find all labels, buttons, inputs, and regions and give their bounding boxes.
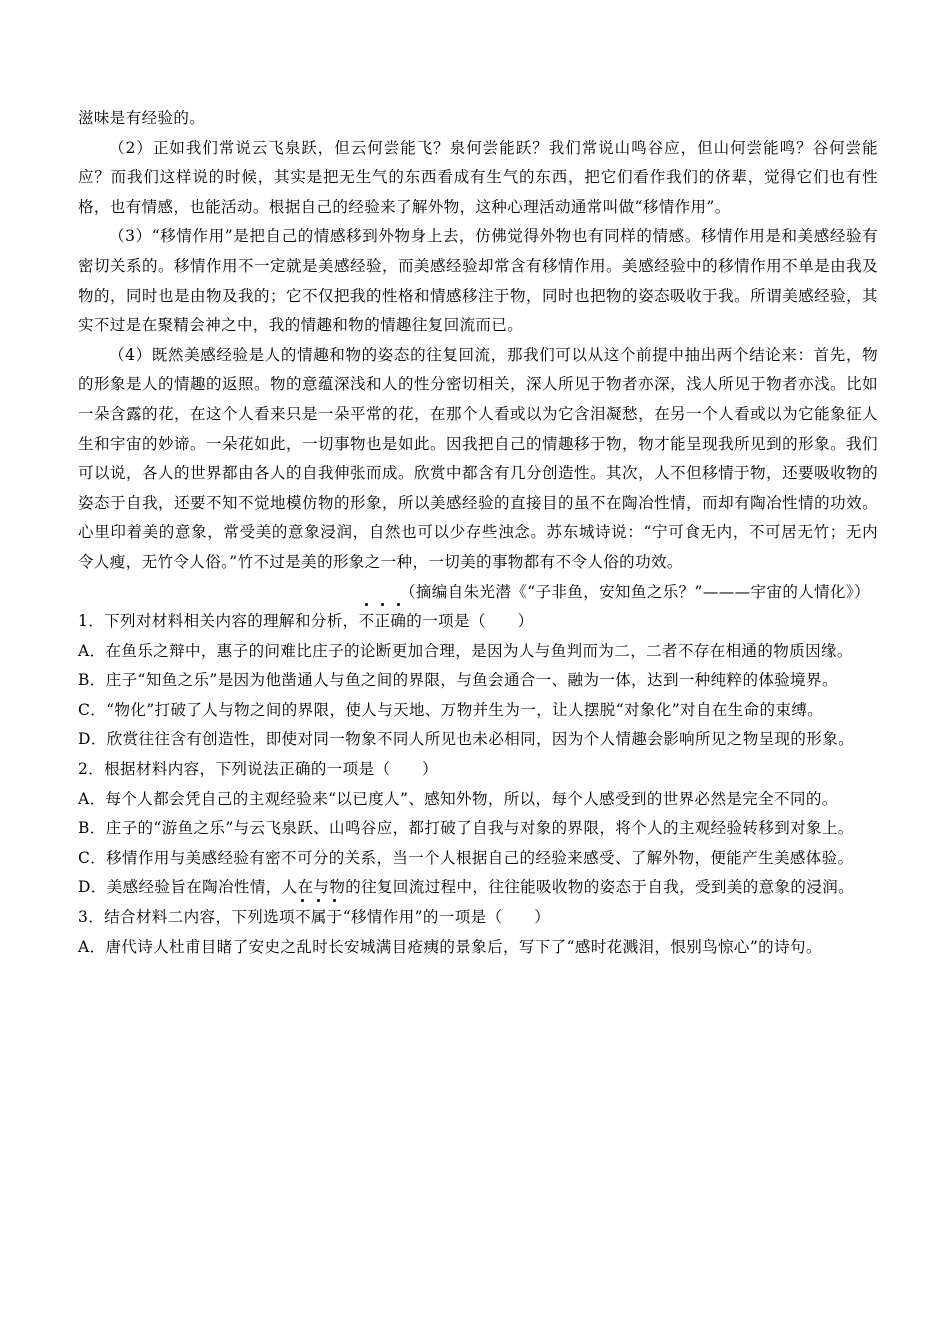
emphasized-char: 于 (327, 903, 343, 933)
question-2 (78, 755, 878, 903)
option-d: D．欣赏往往含有创造性，即使对同一物象不同人所见也未必相同，因为个人情趣会影响所见之物呈现的形象。 (78, 730, 855, 749)
option-a: A．每个人都会凭自己的主观经验来“以已度人”、感知外物，所以，每个人感受到的世界必然是完全不同的。 (78, 789, 838, 808)
option-b: B．庄子“知鱼之乐”是因为他凿通人与鱼之间的界限，与鱼会通合一、融为一体，达到一种纯粹的体验境界。 (78, 671, 838, 690)
option-c: C．“物化”打破了人与物之间的界限，使人与天地、万物并生为一，让人摆脱“对象化”对自在生命的束缚。 (78, 700, 824, 719)
emphasis-text (359, 612, 407, 630)
stem-text: 1．下列对材料相关内容的理解和分析， (78, 612, 359, 631)
question-3 (78, 903, 878, 962)
option-d: D．美感经验旨在陶冶性情，人在与物的往复回流过程中，往往能吸收物的姿态于自我，受到美的意象的浸润。 (78, 878, 855, 897)
option-b: B．庄子的“游鱼之乐”与云飞泉跃、山鸣谷应，都打破了自我与对象的界限，将个人的主观经验转移到对象上。 (78, 819, 854, 838)
question-stem (78, 903, 878, 933)
emphasized-char: 正 (374, 607, 390, 637)
stem-text: 3．结合材料二内容，下列选项 (78, 908, 295, 927)
passage-continuation: 滋味是有经验的。 (78, 109, 206, 127)
passage-paragraph-2: （2）正如我们常说云飞泉跃，但云何尝能飞？泉何尝能跃？我们常说山鸣谷应，但山何尝能鸣？谷何尝能应？而我们这样说的时候，其实是把无生气的东西看成有生气的东西，把它们看作我们的侪辈，觉得它们也有性格，也有情感，也能活动。根据自己的经验来了解外物，这种心理活动通常叫做“移情作用”。 (78, 138, 878, 216)
emphasized-char: 不 (359, 607, 375, 637)
emphasis-text (295, 908, 343, 926)
stem-text: “移情作用”的一项是（ ） (342, 908, 551, 927)
passage-paragraph-4: （4）既然美感经验是人的情趣和物的姿态的往复回流，那我们可以从这个前提中抽出两个结论来：首先，物的形象是人的情趣的返照。物的意蕴深浅和人的性分密切相关，深人所见于物者亦深，浅人所见于物者亦浅。比如一朵含露的花，在这个人看来只是一朵平常的花，在那个人看或以为它含泪凝愁，在另一个人看或以为它能象征人生和宇宙的妙谛。一朵花如此，一切事物也是如此。因我把自己的情趣移于物，物才能呈现我所见到的形象。我们可以说，各人的世界都由各人的自我伸张而成。欣赏中都含有几分创造性。其次，人不但移情于物，还要吸收物的姿态于自我，还要不知不觉地模仿物的形象，所以美感经验的直接目的虽不在陶冶性情，而却有陶冶性情的功效。心里印着美的意象，常受美的意象浸润，自然也可以少存些浊念。苏东城诗说：“宁可食无内，不可居无竹；无内令人瘦，无竹令人俗。”竹不过是美的形象之一种，一切美的事物都有不令人俗的功效。 (78, 345, 878, 571)
emphasized-char: 属 (311, 903, 327, 933)
emphasized-char: 不 (295, 903, 311, 933)
stem-text: 的一项是（ ） (406, 612, 534, 631)
question-1 (78, 607, 878, 755)
option-a: A．唐代诗人杜甫目睹了安史之乱时长安城满目疮痍的景象后，写下了“感时花溅泪，恨别鸟惊心”的诗句。 (78, 937, 822, 956)
emphasized-char: 确 (390, 607, 406, 637)
document-page (78, 104, 878, 962)
passage-paragraph-3: （3）“移情作用”是把自己的情感移到外物身上去，仿佛觉得外物也有同样的情感。移情作用是和美感经验有密切关系的。移情作用不一定就是美感经验，而美感经验却常含有移情作用。美感经验中的移情作用不单是由我及物的，同时也是由物及我的；它不仅把我的性格和情感移注于物，同时也把物的姿态吸收于我。所谓美感经验，其实不过是在聚精会神之中，我的情趣和物的情趣往复回流而已。 (78, 227, 878, 335)
option-c: C．移情作用与美感经验有密不可分的关系，当一个人根据自己的经验来感受、了解外物，便能产生美感体验。 (78, 848, 854, 867)
question-stem (78, 607, 878, 637)
question-stem: 2．根据材料内容，下列说法正确的一项是（ ） (78, 760, 439, 779)
passage-source: （摘编自朱光潜《“子非鱼，安知鱼之乐？”———宇宙的人情化》） (400, 582, 870, 601)
option-a: A．在鱼乐之辩中，惠子的问难比庄子的论断更加合理，是因为人与鱼判而为二，二者不存在相通的物质因缘。 (78, 641, 853, 660)
